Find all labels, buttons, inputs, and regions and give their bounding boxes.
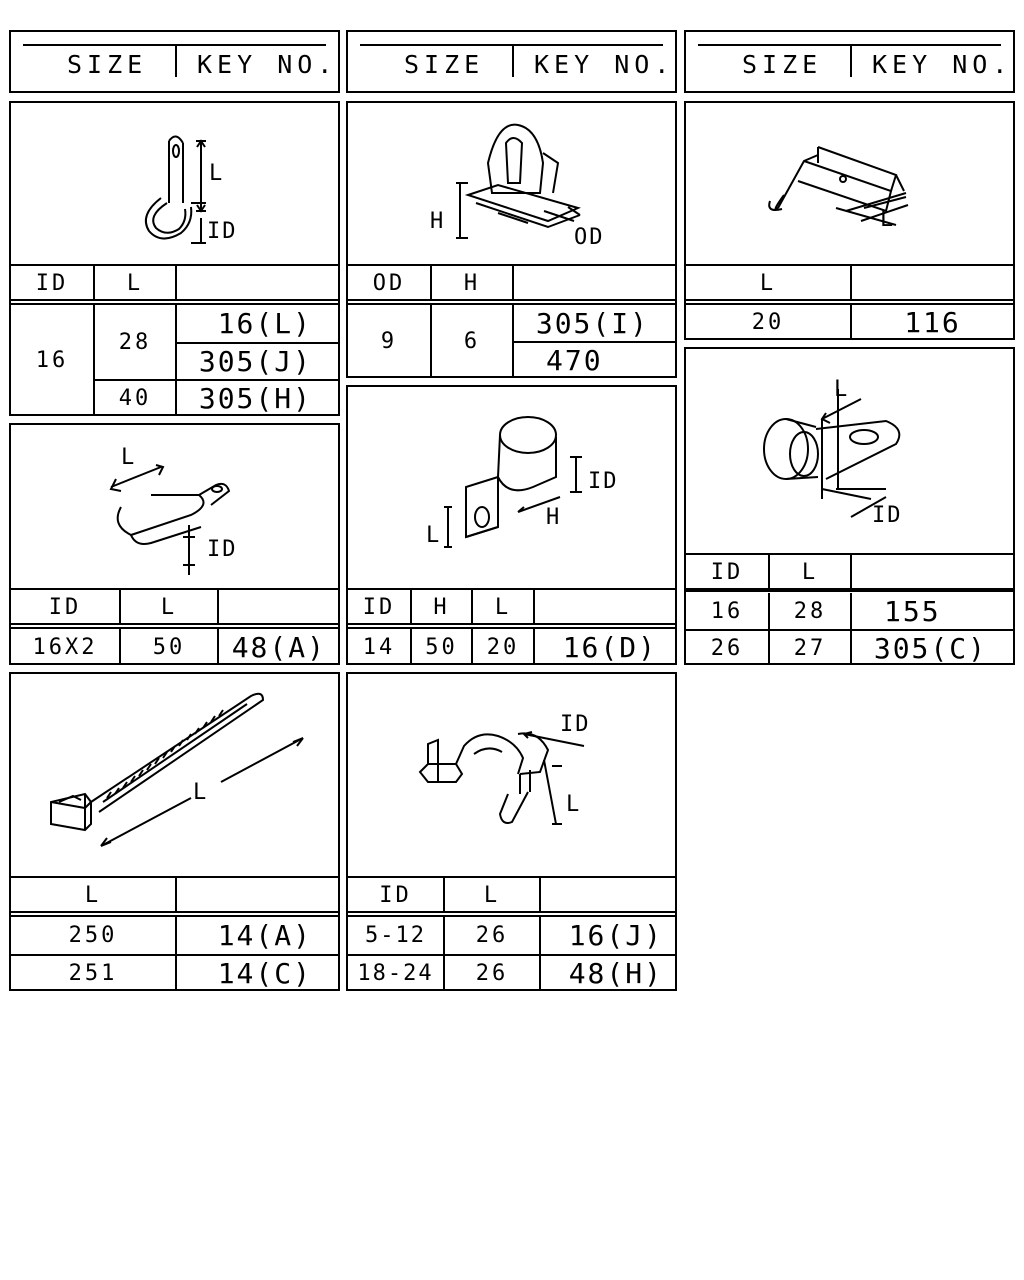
hook-clip-figure (686, 103, 1013, 265)
col-l-header: L (443, 878, 539, 912)
key-value: 305(H) (175, 379, 338, 416)
key-value: 48(H) (539, 954, 675, 991)
id-value: 16 (35, 348, 69, 373)
grommet-clip-figure (686, 349, 1013, 554)
table-body (348, 629, 675, 665)
panel-grommet-clip (684, 347, 1015, 665)
key-value: 116 (850, 305, 1013, 340)
id-value: 5-12 (365, 923, 426, 948)
table-header-row (348, 878, 675, 912)
clamp-tab-figure (11, 103, 338, 265)
l-value: 40 (93, 379, 175, 416)
col-l-header: L (759, 270, 777, 296)
dim-label-H: H (546, 505, 562, 530)
p-clamp-drawing (348, 387, 675, 589)
col-key-header (850, 555, 1013, 589)
l-value: 20 (751, 310, 785, 335)
col-od-header: OD (372, 270, 406, 296)
panel-cable-tie (9, 672, 340, 991)
l-value: 251 (11, 954, 175, 991)
key-no-header: KEY NO. (872, 50, 1013, 79)
key-value: 470 (512, 341, 675, 378)
l-value: 20 (471, 629, 533, 665)
table-header-row (348, 266, 675, 300)
col-key-header (175, 266, 338, 300)
panel-hook-clip (684, 101, 1015, 340)
table-body (348, 917, 675, 991)
h-value: 6 (430, 305, 512, 378)
dim-label-L: L (209, 161, 225, 186)
table-header-row (348, 590, 675, 624)
id-value: 26 (686, 629, 768, 665)
l-value: 50 (119, 629, 217, 665)
table-header-row (11, 266, 338, 300)
h-value: 50 (410, 629, 471, 665)
panel-push-clip (346, 101, 677, 378)
key-value: 305(J) (175, 342, 338, 379)
col-l-header: L (84, 882, 102, 908)
size-header: SIZE (67, 50, 148, 79)
loop-clip-drawing (11, 425, 338, 589)
clamp-tab-drawing (11, 103, 338, 265)
size-key-header-3 (684, 30, 1015, 93)
col-key-header (512, 266, 675, 300)
hook-clip-drawing (686, 103, 1013, 265)
table-header-row (686, 555, 1013, 589)
size-key-header-2 (346, 30, 677, 93)
table-body (686, 305, 1013, 340)
grommet-clip-drawing (686, 349, 1013, 554)
dim-label-ID: ID (207, 219, 238, 244)
key-no-header: KEY NO. (534, 50, 675, 79)
l-value: 28 (93, 305, 175, 379)
key-value: 14(C) (175, 954, 338, 991)
size-header: SIZE (742, 50, 823, 79)
col-key-header (533, 590, 675, 624)
table-body (11, 917, 338, 991)
table-body (686, 593, 1013, 665)
id-value: 18-24 (348, 954, 443, 991)
twin-clip-figure (348, 674, 675, 877)
table-header-row (11, 590, 338, 624)
key-value: 155 (850, 593, 1013, 629)
twin-clip-drawing (348, 674, 675, 877)
key-no-header: KEY NO. (197, 50, 338, 79)
size-key-header-1 (9, 30, 340, 93)
col-l-header: L (93, 266, 175, 300)
push-clip-drawing (348, 103, 675, 265)
key-value: 305(C) (850, 629, 1013, 665)
dim-label-OD: OD (574, 225, 605, 250)
key-value: 14(A) (175, 917, 338, 954)
id-value: 16 (710, 598, 744, 624)
l-value: 28 (768, 593, 850, 629)
size-header: SIZE (404, 50, 485, 79)
dim-label-L: L (834, 377, 850, 402)
col-l-header: L (768, 555, 850, 589)
col-key-header (217, 590, 338, 624)
id-value: 14 (362, 634, 396, 660)
key-value: 48(A) (217, 629, 338, 665)
key-value: 16(J) (539, 917, 675, 954)
dim-label-ID: ID (588, 469, 619, 494)
table-body (11, 305, 338, 416)
dim-label-L: L (566, 792, 582, 817)
id-value: 16X2 (32, 634, 98, 660)
l-value: 26 (443, 954, 539, 991)
panel-loop-clip (9, 423, 340, 665)
dim-label-L: L (121, 445, 137, 470)
col-key-header (175, 878, 338, 912)
col-key-header (850, 266, 1013, 300)
dim-label-ID: ID (560, 712, 591, 737)
panel-clamp-tab (9, 101, 340, 416)
p-clamp-figure (348, 387, 675, 589)
l-value: 26 (443, 917, 539, 954)
col-id-header: ID (710, 559, 744, 585)
key-value: 305(I) (512, 305, 675, 341)
panel-twin-clip (346, 672, 677, 991)
l-value: 27 (768, 629, 850, 665)
l-value: 250 (68, 923, 118, 948)
table-body (11, 629, 338, 665)
col-l-header: L (471, 590, 533, 624)
col-id-header: ID (35, 270, 69, 296)
dim-label-L: L (880, 207, 896, 232)
col-id-header: ID (48, 594, 82, 620)
cable-tie-figure (11, 674, 338, 877)
table-header-row (11, 878, 338, 912)
table-header-row (686, 266, 1013, 300)
col-id-header: ID (362, 594, 396, 620)
dim-label-ID: ID (872, 503, 903, 528)
loop-clip-figure (11, 425, 338, 589)
od-value: 9 (380, 329, 398, 354)
dim-label-L: L (193, 780, 209, 805)
panel-p-clamp (346, 385, 677, 665)
dim-label-L: L (426, 523, 442, 548)
col-id-header: ID (379, 882, 412, 908)
cable-tie-drawing (11, 674, 338, 877)
dim-label-ID: ID (207, 537, 238, 562)
table-body (348, 305, 675, 378)
push-clip-figure (348, 103, 675, 265)
col-l-header: L (119, 590, 217, 624)
col-h-header: H (430, 266, 512, 300)
dim-label-H: H (430, 209, 446, 234)
key-value: 16(L) (175, 305, 338, 342)
key-value: 16(D) (533, 629, 675, 665)
col-key-header (539, 878, 675, 912)
col-h-header: H (410, 590, 471, 624)
